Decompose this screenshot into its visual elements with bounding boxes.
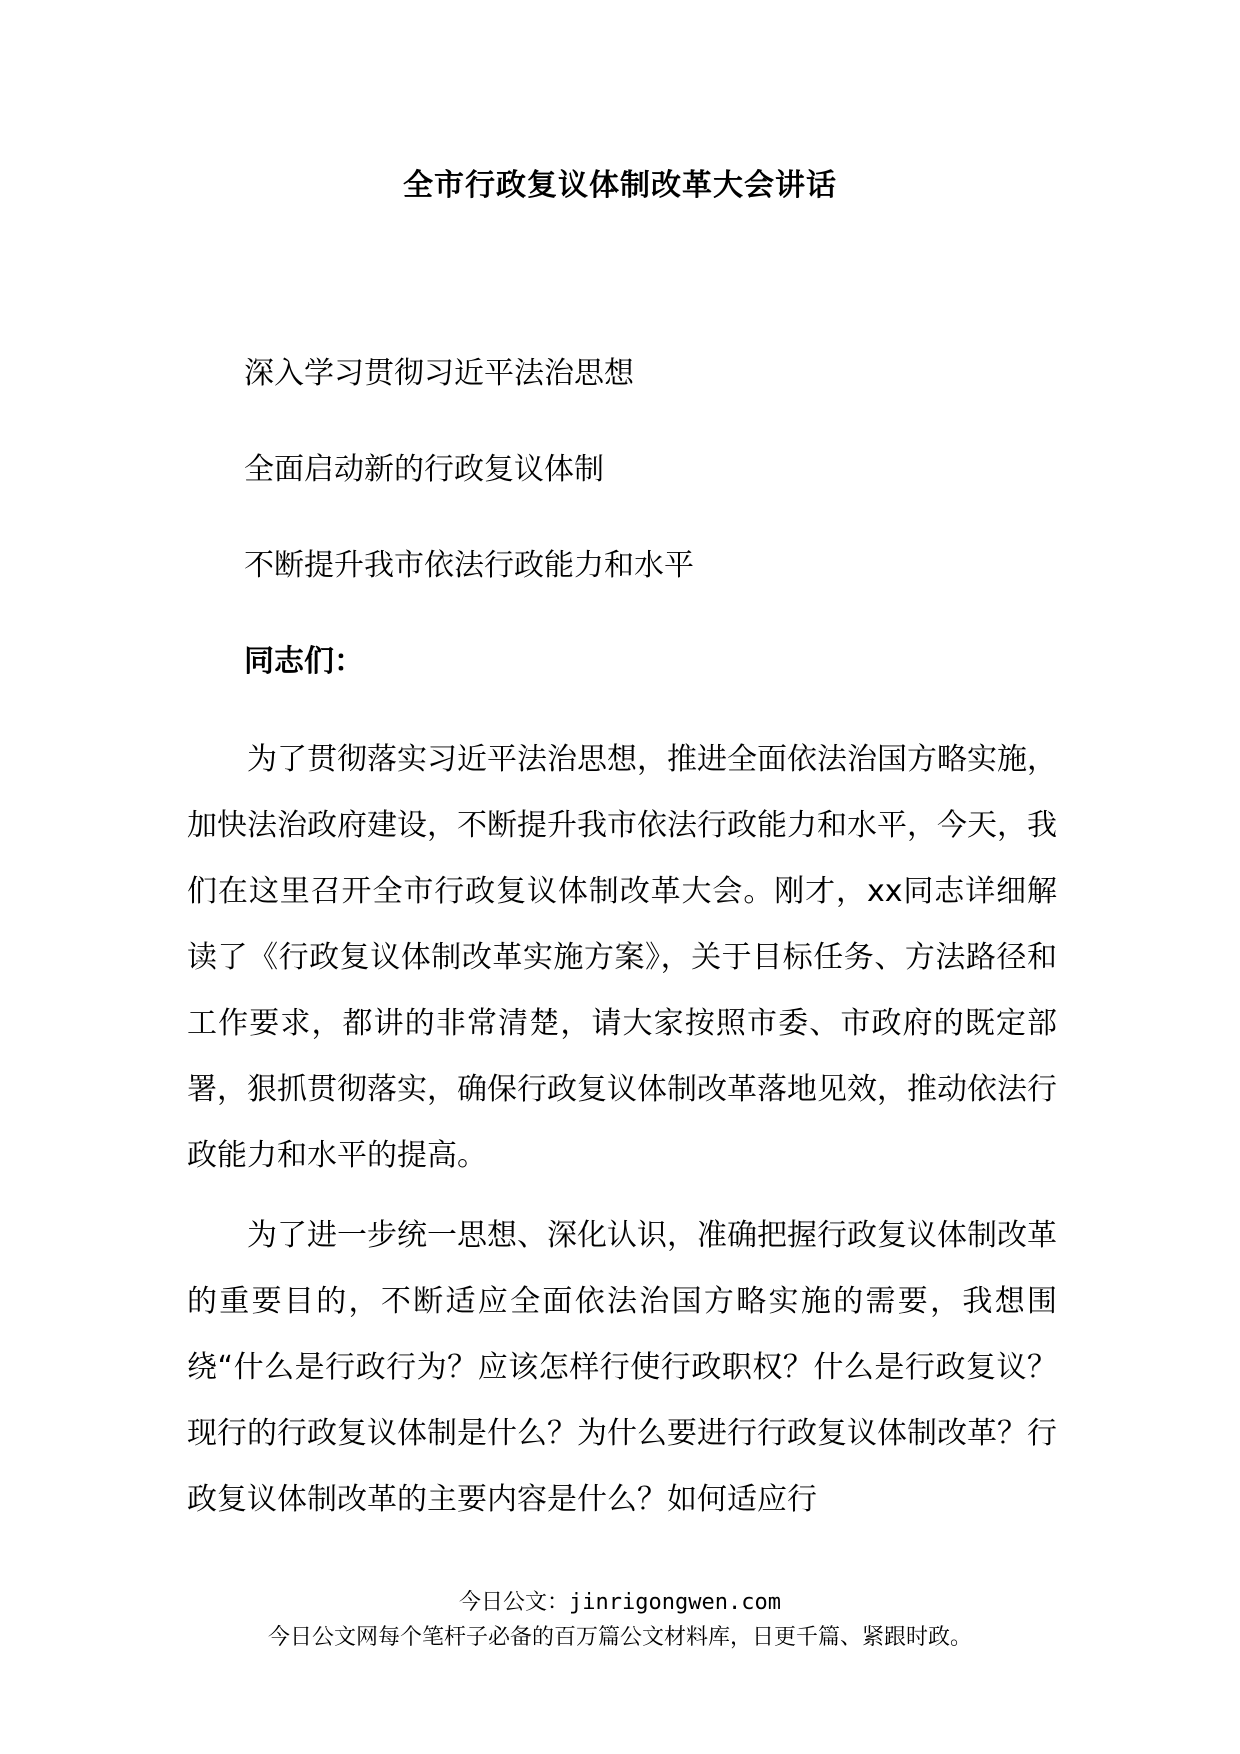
footer-site-link[interactable]: jinrigongwen.com bbox=[569, 1590, 781, 1615]
salutation: 同志们： bbox=[244, 644, 364, 679]
document-title: 全市行政复议体制改革大会讲话 bbox=[403, 168, 837, 203]
footer-tagline: 今日公文网每个笔杆子必备的百万篇公文材料库，日更千篇、紧跟时政。 bbox=[267, 1625, 972, 1650]
subtitle-1: 深入学习贯彻习近平法治思想 bbox=[244, 356, 634, 391]
subtitle-3: 不断提升我市依法行政能力和水平 bbox=[244, 548, 694, 583]
body-paragraph-2: 为了进一步统一思想、深化认识，准确把握行政复议体制改革的重要目的，不断适应全面依法治国方略实施的需要，我想围绕“什么是行政行为？应该怎样行使行政职权？什么是行政复议？现行的行政复议体制是什么？为什么要进行行政复议体制改革？行政复议体制改革的主要内容是什么？如何适应行 bbox=[187, 1218, 1057, 1517]
footer-site-label: 今日公文： bbox=[459, 1590, 570, 1615]
body-paragraph-1: 为了贯彻落实习近平法治思想，推进全面依法治国方略实施，加快法治政府建设，不断提升我市依法行政能力和水平，今天，我们在这里召开全市行政复议体制改革大会。刚才，xx同志详细解读了《行政复议体制改革实施方案》，关于目标任务、方法路径和工作要求，都讲的非常清楚，请大家按照市委、市政府的既定部署，狠抓贯彻落实，确保行政复议体制改革落地见效，推动依法行政能力和水平的提高。 bbox=[187, 742, 1057, 1173]
subtitle-2: 全面启动新的行政复议体制 bbox=[244, 452, 604, 487]
footer-site-line bbox=[0, 1588, 1240, 1618]
